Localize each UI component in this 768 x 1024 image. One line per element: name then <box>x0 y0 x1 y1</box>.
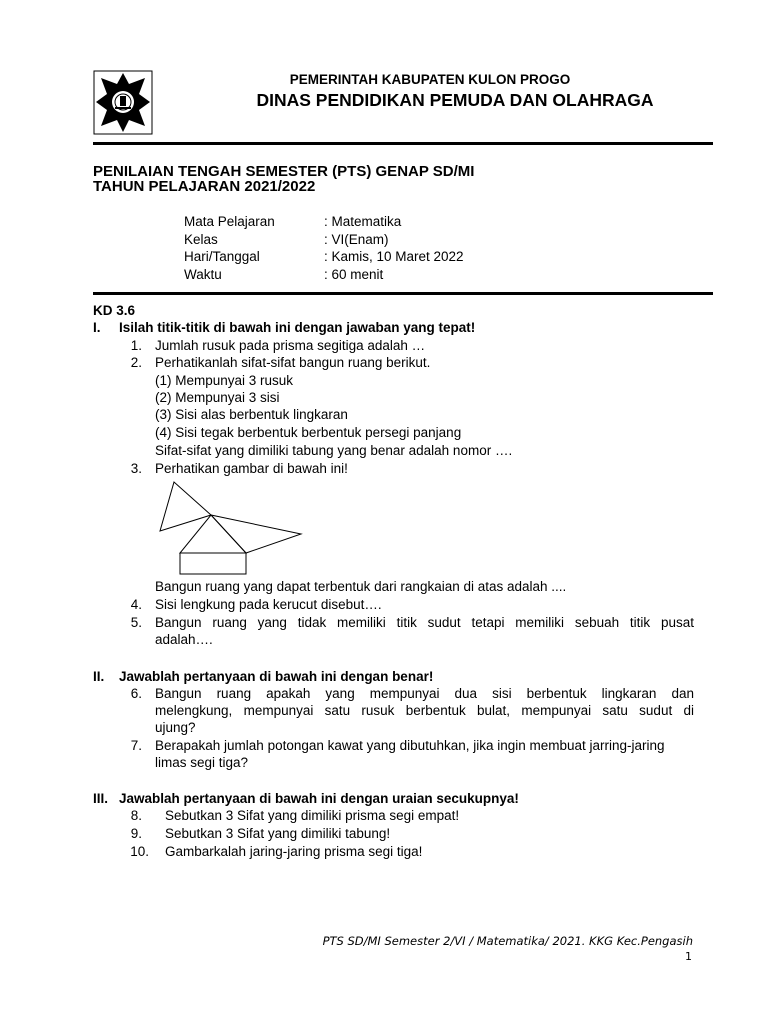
question-number: 5. <box>130 615 142 630</box>
question-number: 9. <box>130 826 142 841</box>
info-value: : Matematika <box>324 214 402 229</box>
page-footer: PTS SD/MI Semester 2/VI / Matematika/ 2021. KKG Kec.Pengasih <box>322 934 693 948</box>
info-row <box>184 248 464 266</box>
info-value: : VI(Enam) <box>324 231 389 247</box>
question-text: Sebutkan 3 Sifat yang dimiliki tabung! <box>165 826 391 841</box>
question-text: Sifat-sifat yang dimiliki tabung yang benar adalah nomor …. <box>155 443 513 458</box>
question-text: limas segi tiga? <box>155 755 249 770</box>
section-2-number: II. <box>93 669 105 684</box>
section-1-number: I. <box>93 320 101 335</box>
question-text: Jumlah rusuk pada prisma segitiga adalah … <box>155 338 426 353</box>
question-number: 3. <box>130 461 142 476</box>
question-text: Gambarkalah jaring-jaring prisma segi tiga! <box>165 844 423 859</box>
question-text: adalah…. <box>155 632 213 647</box>
option-item: (4) Sisi tegak berbentuk berbentuk persegi panjang <box>155 425 462 440</box>
kd-label: KD 3.6 <box>93 303 136 318</box>
option-item: (2) Mempunyai 3 sisi <box>155 390 280 405</box>
section-divider <box>93 292 713 295</box>
header-government: PEMERINTAH KABUPATEN KULON PROGO <box>289 72 571 87</box>
exam-info <box>184 213 464 283</box>
exam-title: PENILAIAN TENGAH SEMESTER (PTS) GENAP SD/MI <box>93 163 475 180</box>
section-3-number: III. <box>93 791 109 806</box>
info-label: Kelas <box>184 231 218 247</box>
question-text: Bangun ruang yang dapat terbentuk dari rangkaian di atas adalah .... <box>155 579 567 594</box>
question-text: Bangun ruang apakah yang mempunyai dua sisi berbentuk lingkaran dan <box>155 686 694 701</box>
question-text: Bangun ruang yang tidak memiliki titik sudut tetapi memiliki sebuah titik pusat <box>155 615 694 630</box>
question-text: Berapakah jumlah potongan kawat yang dibutuhkan, jika ingin membuat jarring-jaring <box>155 738 665 753</box>
info-row <box>184 231 464 249</box>
info-row <box>184 266 464 284</box>
prism-net-figure <box>158 480 308 576</box>
header-department: DINAS PENDIDIKAN PEMUDA DAN OLAHRAGA <box>256 90 654 110</box>
kulon-progo-emblem-icon <box>93 70 153 135</box>
question-number: 7. <box>130 738 142 753</box>
header-divider <box>93 142 713 145</box>
section-1-heading: Isilah titik-titik di bawah ini dengan jawaban yang tepat! <box>119 320 476 335</box>
info-value: : 60 menit <box>324 266 384 282</box>
option-item: (3) Sisi alas berbentuk lingkaran <box>155 407 348 422</box>
question-number: 2. <box>130 355 142 370</box>
question-number: 10. <box>130 844 149 859</box>
question-number: 4. <box>130 597 142 612</box>
info-value: : Kamis, 10 Maret 2022 <box>324 249 464 264</box>
info-label: Waktu <box>184 266 222 282</box>
info-row <box>184 213 464 231</box>
question-number: 1. <box>130 338 142 353</box>
question-text: melengkung, mempunyai satu rusuk berbentuk bulat, mempunyai satu sudut di <box>155 703 694 718</box>
exam-year: TAHUN PELAJARAN 2021/2022 <box>93 178 316 195</box>
question-number: 6. <box>130 686 142 701</box>
option-item: (1) Mempunyai 3 rusuk <box>155 373 294 388</box>
info-label: Hari/Tanggal <box>184 249 260 264</box>
section-2-heading: Jawablah pertanyaan di bawah ini dengan benar! <box>119 669 434 684</box>
page-number: 1 <box>685 950 692 963</box>
question-text: Perhatikanlah sifat-sifat bangun ruang berikut. <box>155 355 431 370</box>
section-3-heading: Jawablah pertanyaan di bawah ini dengan uraian secukupnya! <box>119 791 519 806</box>
question-number: 8. <box>130 808 142 823</box>
info-label: Mata Pelajaran <box>184 214 275 229</box>
question-text: Perhatikan gambar di bawah ini! <box>155 461 348 476</box>
question-text: ujung? <box>155 720 196 735</box>
question-text: Sisi lengkung pada kerucut disebut…. <box>155 597 382 612</box>
question-text: Sebutkan 3 Sifat yang dimiliki prisma segi empat! <box>165 808 460 823</box>
